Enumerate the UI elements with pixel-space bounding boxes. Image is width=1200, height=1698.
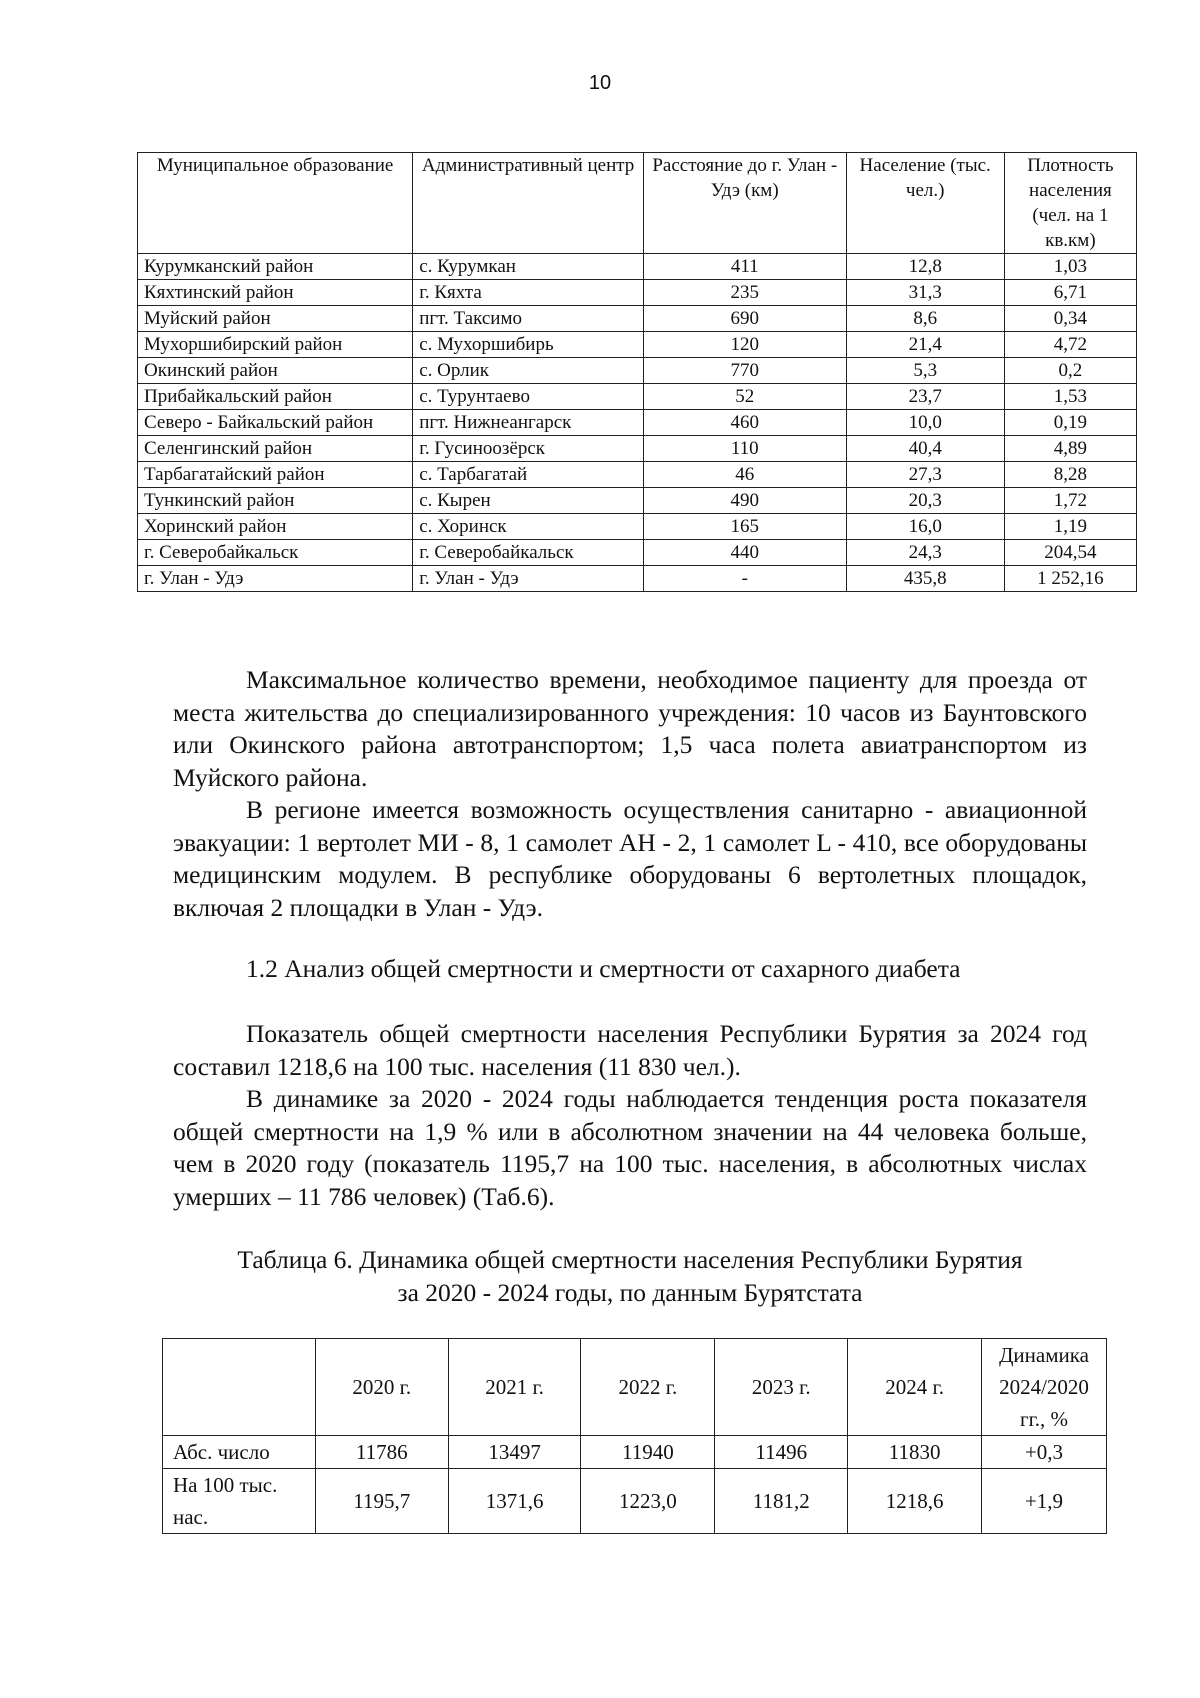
table-cell: 235	[643, 280, 846, 306]
table-cell: 12,8	[846, 254, 1004, 280]
table-cell: 20,3	[846, 488, 1004, 514]
table-row	[138, 514, 1137, 540]
header-population: Население (тыс. чел.)	[846, 153, 1004, 254]
text-block-mortality	[173, 1018, 1087, 1213]
table-cell: с. Турунтаево	[413, 384, 644, 410]
table-cell: пгт. Нижнеангарск	[413, 410, 644, 436]
table-cell: Окинский район	[138, 358, 413, 384]
header-empty	[163, 1339, 316, 1436]
table-cell: с. Хоринск	[413, 514, 644, 540]
table-row	[138, 332, 1137, 358]
table-cell: 770	[643, 358, 846, 384]
table-cell: +1,9	[982, 1469, 1107, 1534]
table-cell: 1 252,16	[1004, 566, 1136, 592]
table-cell: 1,03	[1004, 254, 1136, 280]
table-cell: 411	[643, 254, 846, 280]
table-cell: Селенгинский район	[138, 436, 413, 462]
table-cell: 0,19	[1004, 410, 1136, 436]
caption-line: Таблица 6. Динамика общей смертности населения Республики Бурятия	[237, 1245, 1023, 1274]
table-row	[163, 1469, 1107, 1534]
table-cell: 1181,2	[715, 1469, 848, 1534]
paragraph: Максимальное количество времени, необходимое пациенту для проезда от места жительства до специализированного учреждения: 10 часов из Баунтовского или Окинского района автотранспортом; 1,5 часа полета авиатранспортом из Муйского района.	[173, 665, 1087, 792]
table-cell: 1223,0	[581, 1469, 715, 1534]
text-block-transport	[173, 664, 1087, 924]
table-cell: г. Кяхта	[413, 280, 644, 306]
row-label: Абс. число	[163, 1436, 316, 1469]
table-cell: Курумканский район	[138, 254, 413, 280]
table-cell: Кяхтинский район	[138, 280, 413, 306]
table-row	[138, 384, 1137, 410]
table-header-row	[163, 1339, 1107, 1436]
table-row	[138, 254, 1137, 280]
header-year: 2021 г.	[448, 1339, 581, 1436]
table-row	[138, 358, 1137, 384]
table-cell: 4,89	[1004, 436, 1136, 462]
table-cell: г. Гусиноозёрск	[413, 436, 644, 462]
header-dynamics: Динамика 2024/2020 гг., %	[982, 1339, 1107, 1436]
header-distance: Расстояние до г. Улан - Удэ (км)	[643, 153, 846, 254]
table-cell: с. Курумкан	[413, 254, 644, 280]
table-cell: 1,19	[1004, 514, 1136, 540]
table-cell: Мухоршибирский район	[138, 332, 413, 358]
table-cell: г. Северобайкальск	[413, 540, 644, 566]
table-cell: 204,54	[1004, 540, 1136, 566]
table-cell: Муйский район	[138, 306, 413, 332]
table-cell: 1371,6	[448, 1469, 581, 1534]
mortality-table	[162, 1338, 1107, 1534]
header-admin-center: Административный центр	[413, 153, 644, 254]
table-cell: Прибайкальский район	[138, 384, 413, 410]
table-cell: г. Улан - Удэ	[413, 566, 644, 592]
table-cell: Тункинский район	[138, 488, 413, 514]
header-municipality: Муниципальное образование	[138, 153, 413, 254]
table-cell: 40,4	[846, 436, 1004, 462]
table-caption	[0, 1244, 1200, 1309]
table-cell: +0,3	[982, 1436, 1107, 1469]
table-cell: 0,2	[1004, 358, 1136, 384]
table-cell: пгт. Таксимо	[413, 306, 644, 332]
table-row	[138, 306, 1137, 332]
table-cell: 8,6	[846, 306, 1004, 332]
table-row	[163, 1436, 1107, 1469]
table-cell: 8,28	[1004, 462, 1136, 488]
header-density: Плотность населения (чел. на 1 кв.км)	[1004, 153, 1136, 254]
table-cell: 5,3	[846, 358, 1004, 384]
table-cell: 1195,7	[315, 1469, 448, 1534]
table-cell: Тарбагатайский район	[138, 462, 413, 488]
table-cell: 11496	[715, 1436, 848, 1469]
table-cell: 440	[643, 540, 846, 566]
table-cell: 435,8	[846, 566, 1004, 592]
paragraph: В регионе имеется возможность осуществления санитарно - авиационной эвакуации: 1 вертолет МИ - 8, 1 самолет АН - 2, 1 самолет L - 410, все оборудованы медицинским модулем. В республике оборудованы 6 вертолетных площадок, включая 2 площадки в Улан - Удэ.	[173, 795, 1087, 922]
table-cell: г. Улан - Удэ	[138, 566, 413, 592]
caption-line: за 2020 - 2024 годы, по данным Бурятстата	[397, 1277, 863, 1307]
table-cell: 23,7	[846, 384, 1004, 410]
table-cell: 165	[643, 514, 846, 540]
table-cell: 120	[643, 332, 846, 358]
paragraph: В динамике за 2020 - 2024 годы наблюдается тенденция роста показателя общей смертности на 1,9 % или в абсолютном значении на 44 человека больше, чем в 2020 году (показатель 1195,7 на 100 тыс. населения, в абсолютных числах умерших – 11 786 человек) (Таб.6).	[173, 1084, 1087, 1211]
table-row	[138, 566, 1137, 592]
table-cell: 10,0	[846, 410, 1004, 436]
row-label: На 100 тыс. нас.	[163, 1469, 316, 1534]
table-cell: 460	[643, 410, 846, 436]
table-row	[138, 280, 1137, 306]
table-cell: -	[643, 566, 846, 592]
table-cell: 24,3	[846, 540, 1004, 566]
table-row	[138, 462, 1137, 488]
table-cell: 1218,6	[848, 1469, 982, 1534]
table-cell: 27,3	[846, 462, 1004, 488]
table-row	[138, 540, 1137, 566]
table-cell: 4,72	[1004, 332, 1136, 358]
table-cell: 21,4	[846, 332, 1004, 358]
mortality-table-body	[163, 1436, 1107, 1534]
table-row	[138, 410, 1137, 436]
table-cell: 0,34	[1004, 306, 1136, 332]
table-cell: 46	[643, 462, 846, 488]
table-cell: 110	[643, 436, 846, 462]
table-cell: 1,72	[1004, 488, 1136, 514]
header-year: 2022 г.	[581, 1339, 715, 1436]
table-header-row	[138, 153, 1137, 254]
table-row	[138, 488, 1137, 514]
table-cell: Хоринский район	[138, 514, 413, 540]
header-year: 2020 г.	[315, 1339, 448, 1436]
paragraph: Показатель общей смертности населения Республики Бурятия за 2024 год составил 1218,6 на 100 тыс. населения (11 830 чел.).	[173, 1019, 1087, 1081]
table-cell: 13497	[448, 1436, 581, 1469]
municipal-table	[137, 152, 1137, 592]
table-cell: 490	[643, 488, 846, 514]
table-cell: 1,53	[1004, 384, 1136, 410]
municipal-table-body	[138, 254, 1137, 592]
section-heading: 1.2 Анализ общей смертности и смертности от сахарного диабета	[246, 954, 961, 983]
table-cell: с. Тарбагатай	[413, 462, 644, 488]
header-year: 2023 г.	[715, 1339, 848, 1436]
table-cell: 31,3	[846, 280, 1004, 306]
table-cell: 52	[643, 384, 846, 410]
table-cell: 11786	[315, 1436, 448, 1469]
table-row	[138, 436, 1137, 462]
table-cell: 690	[643, 306, 846, 332]
table-cell: г. Северобайкальск	[138, 540, 413, 566]
page-number: 10	[588, 72, 612, 94]
table-cell: 16,0	[846, 514, 1004, 540]
table-cell: 11940	[581, 1436, 715, 1469]
table-cell: с. Кырен	[413, 488, 644, 514]
table-cell: 11830	[848, 1436, 982, 1469]
table-cell: 6,71	[1004, 280, 1136, 306]
header-year: 2024 г.	[848, 1339, 982, 1436]
table-cell: Северо - Байкальский район	[138, 410, 413, 436]
table-cell: с. Орлик	[413, 358, 644, 384]
table-cell: с. Мухоршибирь	[413, 332, 644, 358]
